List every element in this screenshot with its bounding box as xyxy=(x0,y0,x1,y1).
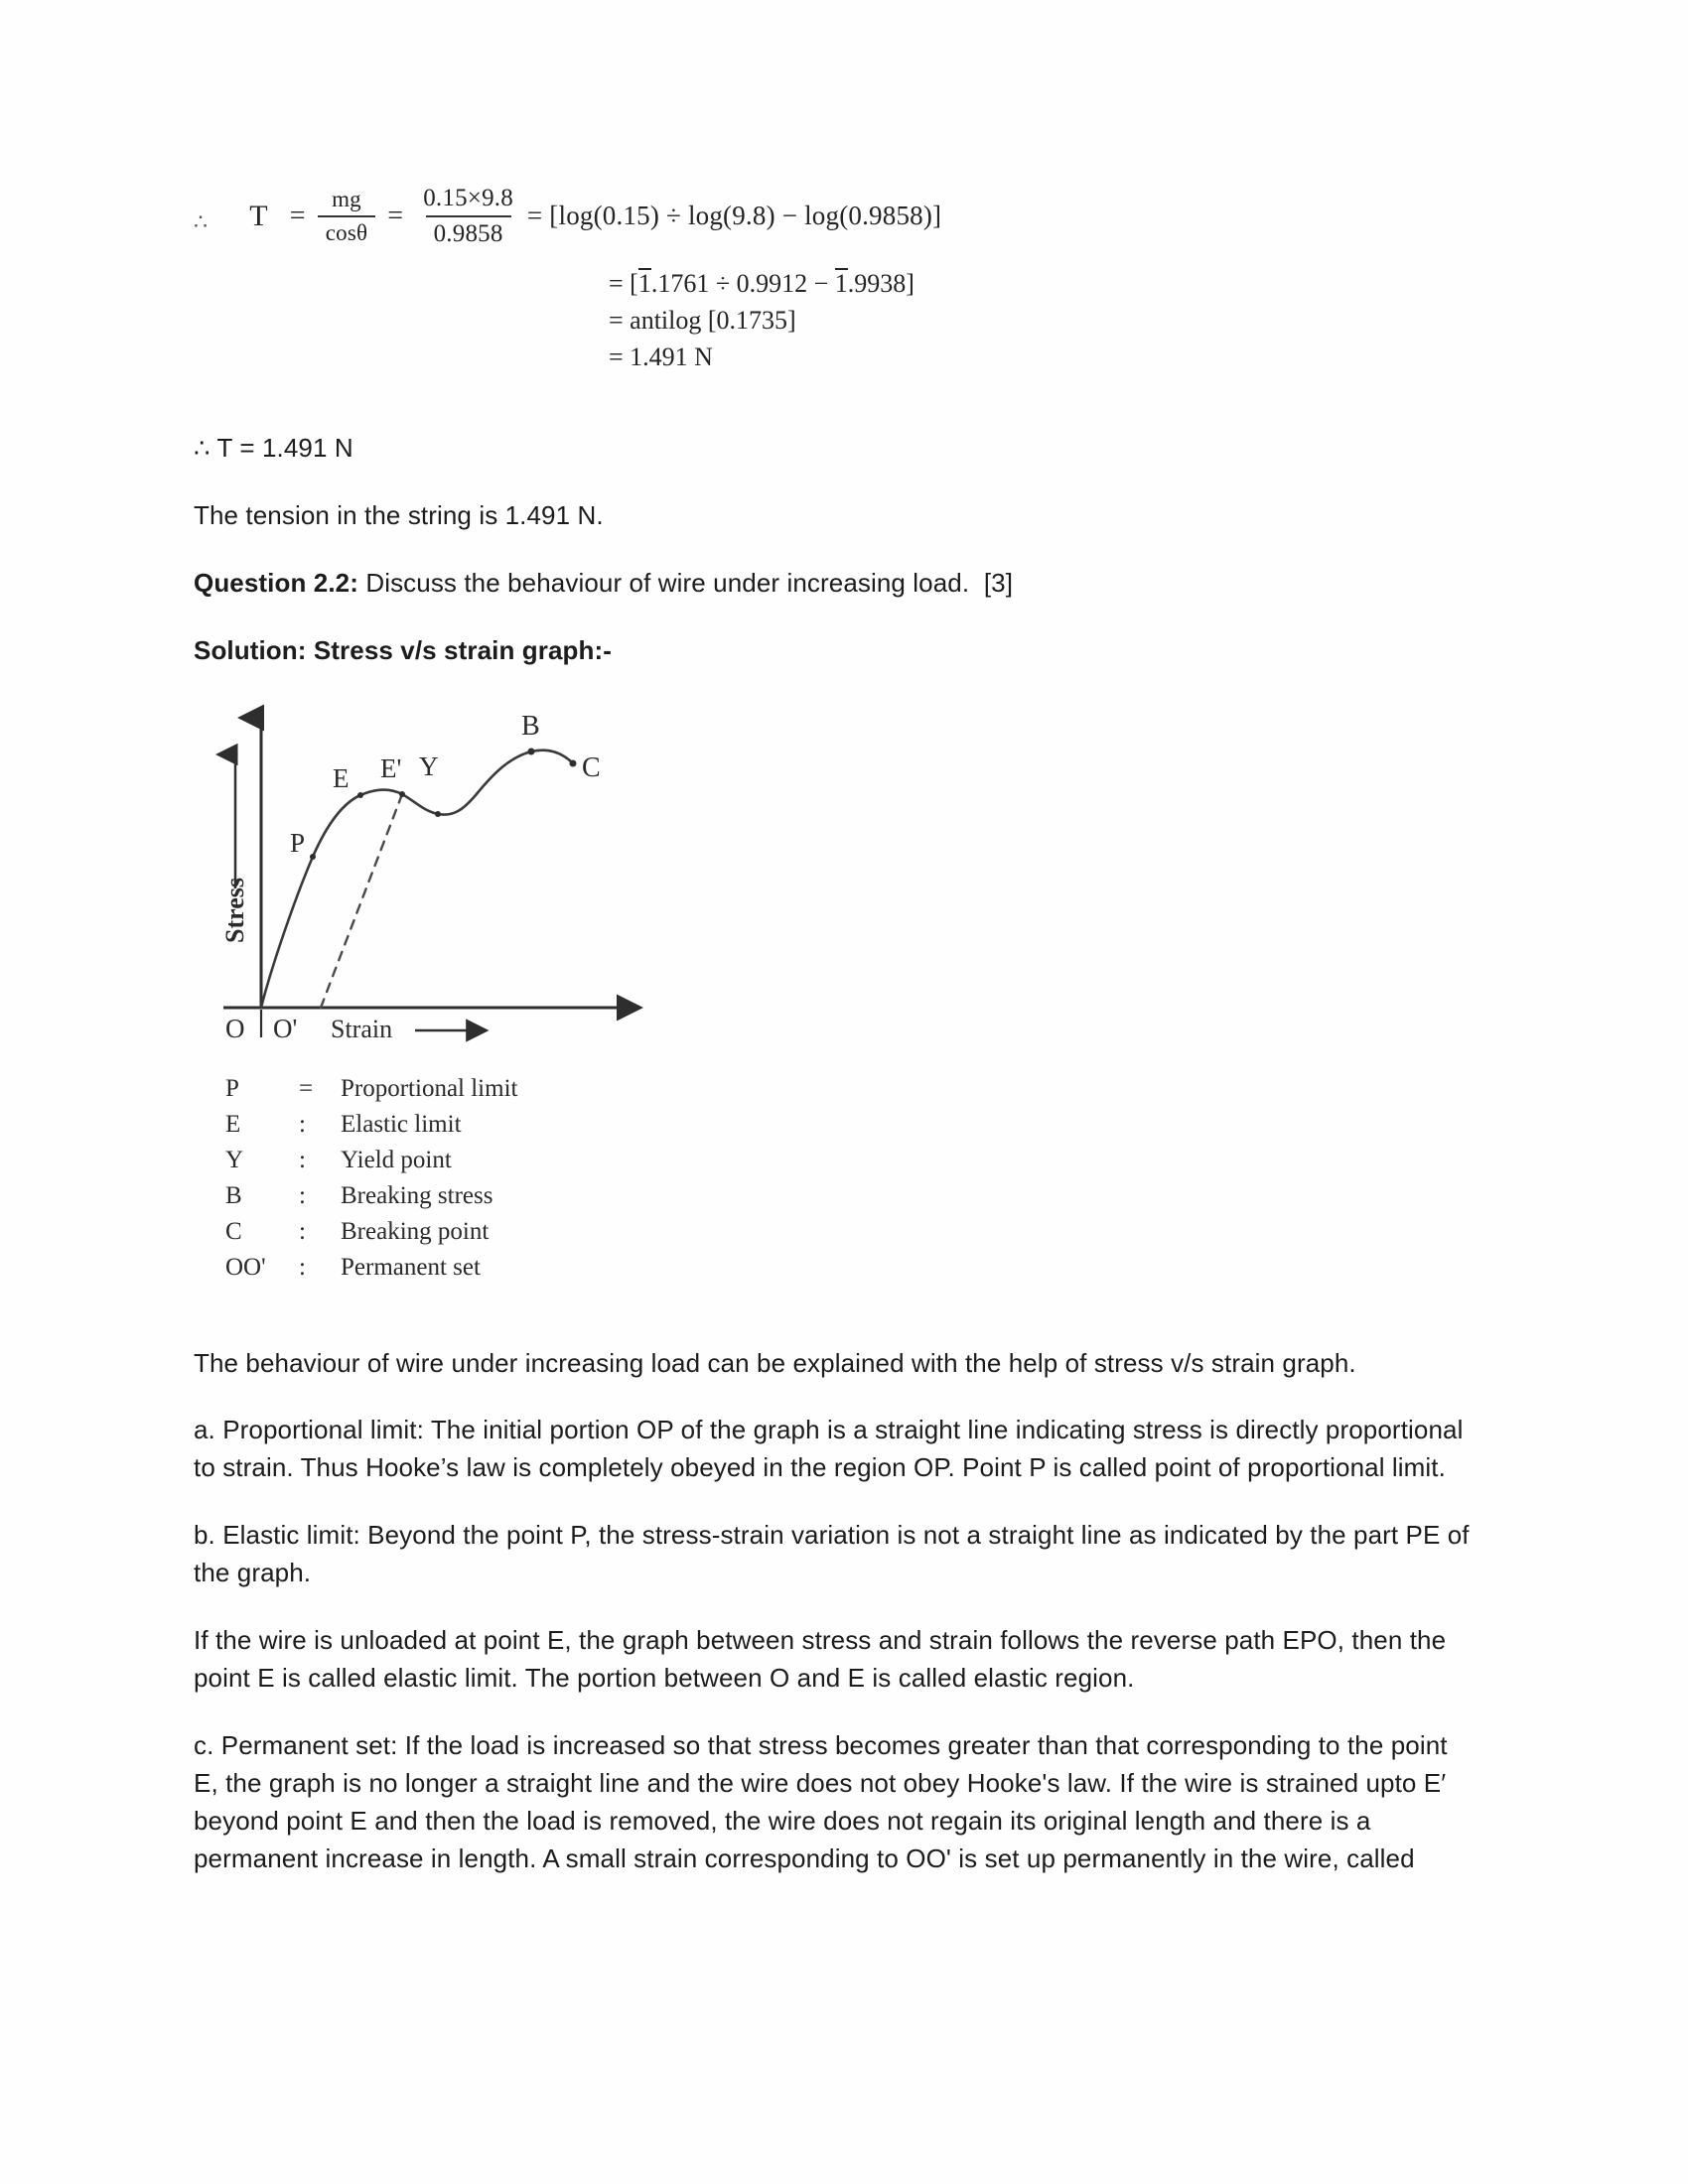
legend-description: Permanent set xyxy=(341,1253,481,1281)
equation-lhs-variable: T xyxy=(249,199,268,232)
question-marks: [3] xyxy=(983,567,1014,598)
stress-strain-graph xyxy=(204,700,799,1057)
log-expression: = [log(0.15) ÷ log(9.8) − log(0.9858)] xyxy=(526,201,942,230)
equals-sign-1: = xyxy=(289,200,306,231)
legend-description: Breaking stress xyxy=(341,1181,493,1209)
legend-symbol: C xyxy=(225,1217,242,1245)
label-E-prime: E' xyxy=(380,752,402,783)
legend-row xyxy=(225,1250,819,1286)
legend-symbol: P xyxy=(225,1074,239,1102)
paragraph-a-proportional-limit: a. Proportional limit: The initial portion OP of the graph is a straight line indicating stress is directly proportional to strain. Thus Hooke’s law is completely obeyed in the region OP. Point P is called point of proportional limit. xyxy=(194,1415,1464,1483)
solution-heading-text: Solution: Stress v/s strain graph:- xyxy=(194,634,613,665)
legend-row xyxy=(225,1107,819,1143)
equation-line2-b-rest: .9938] xyxy=(847,269,914,298)
label-C: C xyxy=(582,751,601,783)
equation-line-4: = 1.491 N xyxy=(609,341,713,371)
question-text: Discuss the behaviour of wire under increasing load. xyxy=(358,567,970,598)
fraction-numerator-numeric: 0.15×9.8 xyxy=(423,185,513,211)
unloading-dashed-line xyxy=(321,794,402,1008)
stress-strain-figure xyxy=(204,700,819,1286)
legend-row xyxy=(225,1214,819,1250)
point-P-dot xyxy=(310,854,316,860)
equation-line-3: = antilog [0.1735] xyxy=(609,305,796,335)
legend-row xyxy=(225,1071,819,1107)
equation-line-2 xyxy=(609,266,1475,303)
bar-one-a: 1 xyxy=(637,269,651,298)
question-label: Question 2.2: xyxy=(194,567,358,598)
legend-separator: : xyxy=(299,1253,306,1281)
equation-line2-a-rest: .1761 ÷ 0.9912 − xyxy=(650,269,835,298)
legend-description: Proportional limit xyxy=(341,1074,518,1102)
label-P: P xyxy=(290,827,306,858)
spacer-after-equation xyxy=(194,376,1475,410)
fraction-mg-over-cos xyxy=(318,186,375,245)
point-C-dot xyxy=(570,759,577,766)
legend-description: Elastic limit xyxy=(341,1110,462,1138)
origin-label: O xyxy=(225,1013,245,1043)
legend-separator: : xyxy=(299,1217,306,1245)
legend-symbol: OO' xyxy=(225,1253,266,1281)
paragraph-b2-unloading: If the wire is unloaded at point E, the graph between stress and strain follows the reverse path EPO, then the point E is called elastic limit. The portion between O and E is called elastic region. xyxy=(194,1625,1447,1694)
equation-line2-prefix: = [ xyxy=(609,269,638,298)
solution-heading xyxy=(194,632,1475,670)
fraction-numerator-mg: mg xyxy=(332,187,361,212)
origin-prime-label: O' xyxy=(273,1013,298,1043)
equals-sign-2: = xyxy=(387,200,404,231)
point-B-dot xyxy=(528,748,535,754)
point-E-dot xyxy=(357,792,363,798)
label-Y: Y xyxy=(419,751,439,781)
paragraph-c-permanent-set: c. Permanent set: If the load is increased so that stress becomes greater than that corresponding to the point E, the graph is no longer a straight line and the wire does not obey Hooke's law. If the wire is strained upto E′ beyond point E and then the load is removed, the wire does not regain its original length and there is a permanent increase in length. A small strain corresponding to OO' is set up permanently in the wire, called xyxy=(194,1730,1448,1874)
spacer-after-figure xyxy=(194,1286,1475,1319)
y-axis-label: Stress xyxy=(220,877,249,943)
equation-main-line xyxy=(194,184,1475,248)
legend-row xyxy=(225,1143,819,1178)
label-E: E xyxy=(333,762,350,793)
figure-legend xyxy=(225,1071,819,1286)
equation-block xyxy=(194,184,1475,376)
page-content xyxy=(194,0,1475,1908)
point-E-prime-dot xyxy=(399,791,405,797)
legend-description: Breaking point xyxy=(341,1217,490,1245)
paragraph-intro: The behaviour of wire under increasing load can be explained with the help of stress v/s strain graph. xyxy=(194,1347,1356,1378)
tension-sentence: The tension in the string is 1.491 N. xyxy=(194,499,604,530)
result-line: ∴ T = 1.491 N xyxy=(194,432,353,463)
label-B: B xyxy=(521,710,540,742)
legend-symbol: E xyxy=(225,1110,241,1138)
bar-one-b: 1 xyxy=(834,269,848,298)
question-line xyxy=(194,565,1475,603)
legend-separator: : xyxy=(299,1181,306,1209)
legend-separator: : xyxy=(299,1146,306,1173)
legend-row xyxy=(225,1178,819,1214)
fraction-numeric xyxy=(415,184,521,248)
legend-separator: = xyxy=(299,1074,314,1102)
therefore-symbol: ∴ xyxy=(194,208,209,234)
legend-symbol: Y xyxy=(225,1146,244,1173)
x-axis-label: Strain xyxy=(331,1014,393,1043)
fraction-denominator-cos: cosθ xyxy=(318,215,375,246)
legend-separator: : xyxy=(299,1110,306,1138)
loading-curve xyxy=(261,750,573,1007)
fraction-denominator-numeric: 0.9858 xyxy=(426,215,511,249)
paragraph-b-elastic-limit: b. Elastic limit: Beyond the point P, the stress-strain variation is not a straight line as indicated by the part PE of the graph. xyxy=(194,1520,1470,1588)
legend-symbol: B xyxy=(225,1181,242,1209)
legend-description: Yield point xyxy=(341,1146,452,1173)
point-Y-dot xyxy=(435,811,441,817)
